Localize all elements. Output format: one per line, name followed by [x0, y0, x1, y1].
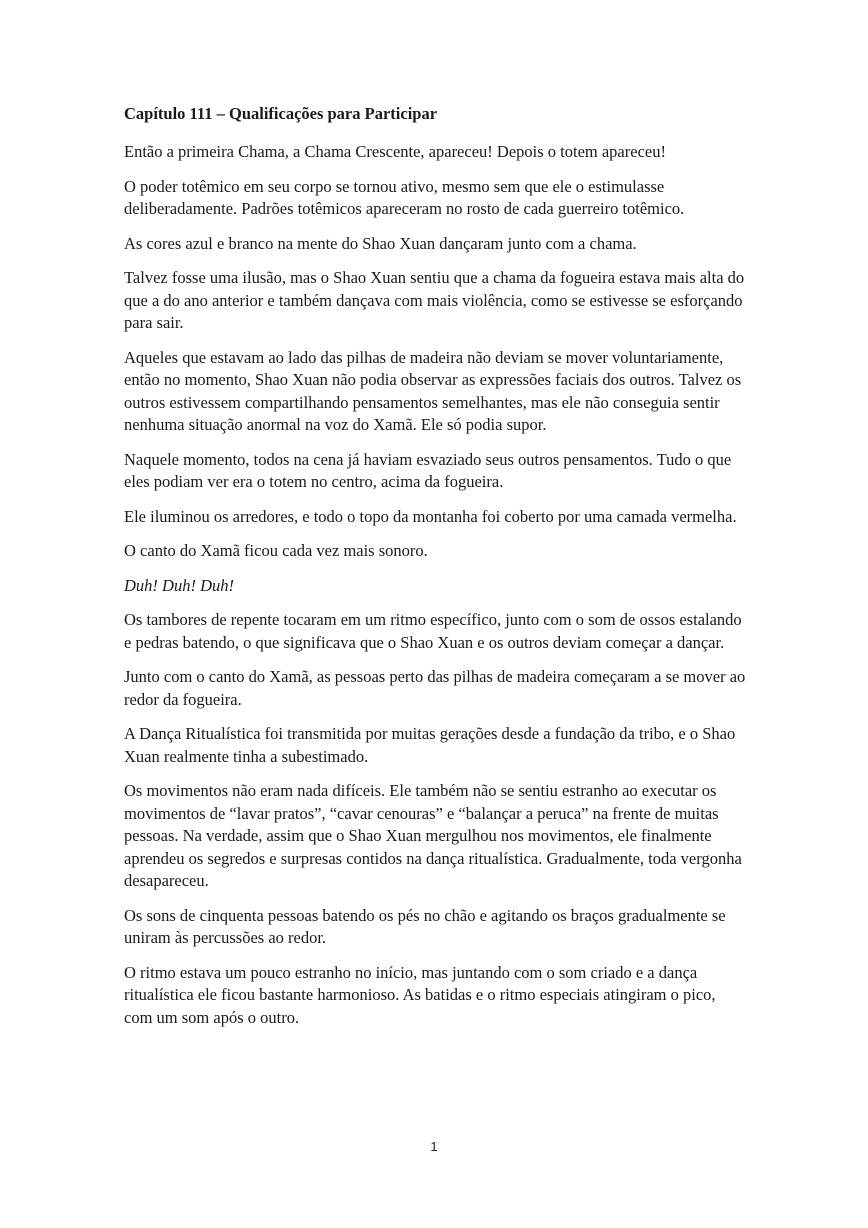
- paragraph: O canto do Xamã ficou cada vez mais sonoro.: [124, 541, 428, 560]
- paragraph: Talvez fosse uma ilusão, mas o Shao Xuan sentiu que a chama da fogueira estava mais alta do que a do ano anterior e também dançava com mais violência, como se estivesse se esforçando para sair.: [124, 268, 745, 332]
- paragraph: Os movimentos não eram nada difíceis. Ele também não se sentiu estranho ao executar os movimentos de “lavar pratos”, “cavar cenouras” e “balançar a peruca” na frente de muitas pessoas. Na verdade, assim que o Shao Xuan mergulhou nos movimentos, ele finalmente aprendeu os segredos e surpresas contidos na dança ritualística. Gradualmente, toda vergonha desapareceu.: [124, 781, 742, 890]
- paragraph: Então a primeira Chama, a Chama Crescente, apareceu! Depois o totem apareceu!: [124, 142, 666, 161]
- page-number: 1: [430, 1139, 438, 1154]
- paragraph: Aqueles que estavam ao lado das pilhas de madeira não deviam se mover voluntariamente, então no momento, Shao Xuan não podia observar as expressões faciais dos outros. Talvez os outros estivessem compartilhando pensamentos semelhantes, mas ele não conseguia sentir nenhuma situação anormal na voz do Xamã. Ele só podia supor.: [124, 347, 742, 434]
- paragraph: A Dança Ritualística foi transmitida por muitas gerações desde a fundação da tribo, e o Shao Xuan realmente tinha a subestimado.: [124, 724, 736, 766]
- document-page: [124, 103, 748, 1041]
- paragraph: O ritmo estava um pouco estranho no início, mas juntando com o som criado e a dança ritualística ele ficou bastante harmonioso. As batidas e o ritmo especiais atingiram o pico, com um som após o outro.: [124, 962, 716, 1027]
- chapter-title: Capítulo 111 – Qualificações para Participar: [124, 104, 438, 123]
- paragraph: Junto com o canto do Xamã, as pessoas perto das pilhas de madeira começaram a se mover ao redor da fogueira.: [124, 667, 746, 709]
- paragraph: Os tambores de repente tocaram em um ritmo específico, junto com o som de ossos estalando e pedras batendo, o que significava que o Shao Xuan e os outros deviam começar a dançar.: [124, 610, 742, 652]
- body-text: [124, 141, 748, 1029]
- paragraph: As cores azul e branco na mente do Shao Xuan dançaram junto com a chama.: [124, 233, 637, 253]
- paragraph: Ele iluminou os arredores, e todo o topo da montanha foi coberto por uma camada vermelha.: [124, 506, 737, 526]
- paragraph-italic-sound: Duh! Duh! Duh!: [124, 575, 234, 595]
- paragraph: O poder totêmico em seu corpo se tornou ativo, mesmo sem que ele o estimulasse deliberadamente. Padrões totêmicos apareceram no rosto de cada guerreiro totêmico.: [124, 176, 685, 218]
- paragraph: Naquele momento, todos na cena já haviam esvaziado seus outros pensamentos. Tudo o que eles podiam ver era o totem no centro, acima da fogueira.: [124, 449, 732, 491]
- paragraph: Os sons de cinquenta pessoas batendo os pés no chão e agitando os braços gradualmente se uniram às percussões ao redor.: [124, 905, 726, 947]
